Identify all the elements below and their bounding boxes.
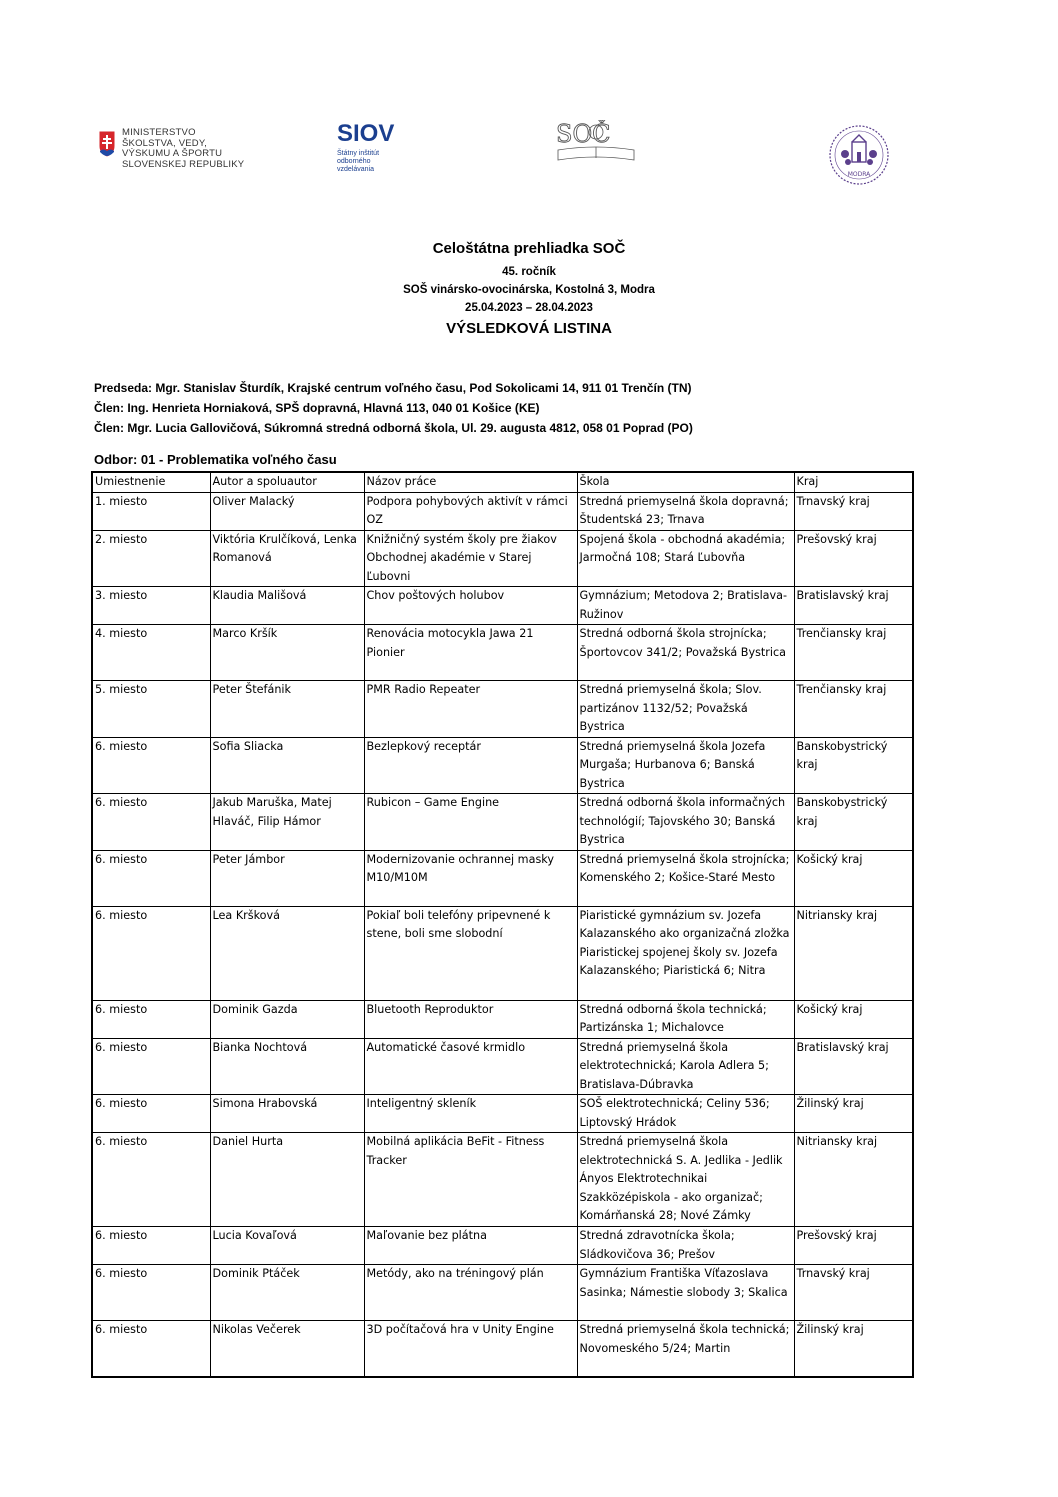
committee-member: Člen: Mgr. Lucia Gallovičová, Súkromná stredná odborná škola, Ul. 29. augusta 4812, 058 01 Poprad (PO) <box>94 421 693 435</box>
cell-school: SOŠ elektrotechnická; Celiny 536; Liptovský Hrádok <box>577 1095 794 1133</box>
cell-title: Podpora pohybových aktivít v rámci OZ <box>364 492 577 530</box>
cell-placement: 6. miesto <box>92 1038 210 1095</box>
cell-author: Daniel Hurta <box>210 1133 364 1227</box>
table-row <box>92 850 913 906</box>
cell-title: 3D počítačová hra v Unity Engine <box>364 1321 577 1377</box>
table-row <box>92 625 913 681</box>
table-row <box>92 1265 913 1321</box>
cell-title: Pokiaľ boli telefóny pripevnené k stene, boli sme slobodní <box>364 906 577 1000</box>
section-heading: Odbor: 01 - Problematika voľného času <box>94 452 337 467</box>
cell-author: Klaudia Mališová <box>210 587 364 625</box>
cell-author: Peter Štefánik <box>210 681 364 738</box>
cell-title: Metódy, ako na tréningový plán <box>364 1265 577 1321</box>
siov-logo <box>337 122 394 174</box>
venue: SOŠ vinársko-ovocinárska, Kostolná 3, Modra <box>403 284 655 296</box>
cell-author: Oliver Malacký <box>210 492 364 530</box>
cell-school: Stredná priemyselná škola elektrotechnická S. A. Jedlika - Jedlik Ányos Elektrotechnikai Szakközépiskola - ako organizač; Komárňanská 28; Nové Zámky <box>577 1133 794 1227</box>
ministry-line: SLOVENSKEJ REPUBLIKY <box>122 158 245 170</box>
committee <box>94 378 693 438</box>
cell-placement: 3. miesto <box>92 587 210 625</box>
column-header-title: Názov práce <box>364 472 577 492</box>
cell-title: Rubicon – Game Engine <box>364 794 577 851</box>
cell-title: PMR Radio Repeater <box>364 681 577 738</box>
table-row <box>92 737 913 794</box>
cell-author: Jakub Maruška, Matej Hlaváč, Filip Hámor <box>210 794 364 851</box>
table-row <box>92 1038 913 1095</box>
siov-tagline: odborného <box>337 158 371 165</box>
document-title: Celoštátna prehliadka SOČ <box>432 240 626 257</box>
cell-placement: 6. miesto <box>92 1095 210 1133</box>
cell-region: Žilinský kraj <box>794 1321 913 1377</box>
cell-region: Košický kraj <box>794 1000 913 1038</box>
cell-region: Prešovský kraj <box>794 1227 913 1265</box>
cell-region: Trnavský kraj <box>794 1265 913 1321</box>
column-header-author: Autor a spoluautor <box>210 472 364 492</box>
cell-title: Inteligentný skleník <box>364 1095 577 1133</box>
ministry-line: VÝSKUMU A ŠPORTU <box>122 148 223 159</box>
cell-region: Banskobystrický kraj <box>794 794 913 851</box>
cell-title: Renovácia motocykla Jawa 21 Pionier <box>364 625 577 681</box>
cell-placement: 6. miesto <box>92 1133 210 1227</box>
cell-placement: 6. miesto <box>92 850 210 906</box>
cell-region: Trenčiansky kraj <box>794 625 913 681</box>
cell-author: Marco Kršík <box>210 625 364 681</box>
cell-placement: 6. miesto <box>92 1000 210 1038</box>
cell-school: Piaristické gymnázium sv. Jozefa Kalazanského ako organizačná zložka Piaristickej spojenej školy sv. Jozefa Kalazanského; Piaristická 6; Nitra <box>577 906 794 1000</box>
cell-school: Stredná priemyselná škola; Slov. partizánov 1132/52; Považská Bystrica <box>577 681 794 738</box>
modra-wordmark: MODRA <box>847 171 871 178</box>
cell-author: Simona Hrabovská <box>210 1095 364 1133</box>
table-row <box>92 492 913 530</box>
cell-region: Trenčiansky kraj <box>794 681 913 738</box>
ministry-line: MINISTERSTVO <box>122 127 196 138</box>
siov-tagline: Štátny inštitút <box>337 150 380 157</box>
cell-region: Prešovský kraj <box>794 530 913 587</box>
table-row <box>92 1227 913 1265</box>
cell-author: Lea Kršková <box>210 906 364 1000</box>
cell-placement: 6. miesto <box>92 737 210 794</box>
cell-school: Stredná priemyselná škola strojnícka; Komenského 2; Košice-Staré Mesto <box>577 850 794 906</box>
logo-row <box>0 120 1058 190</box>
cell-title: Modernizovanie ochrannej masky M10/M10M <box>364 850 577 906</box>
ministry-line: ŠKOLSTVA, VEDY, <box>122 137 208 149</box>
cell-placement: 2. miesto <box>92 530 210 587</box>
ministry-logo <box>98 128 244 170</box>
cell-author: Bianka Nochtová <box>210 1038 364 1095</box>
cell-school: Gymnázium; Metodova 2; Bratislava-Ružinov <box>577 587 794 625</box>
siov-tagline: vzdelávania <box>337 166 374 173</box>
cell-placement: 6. miesto <box>92 1265 210 1321</box>
cell-region: Trnavský kraj <box>794 492 913 530</box>
cell-school: Stredná priemyselná škola Jozefa Murgaša; Hurbanova 6; Banská Bystrica <box>577 737 794 794</box>
cell-author: Viktória Krulčíková, Lenka Romanová <box>210 530 364 587</box>
cell-title: Automatické časové krmidlo <box>364 1038 577 1095</box>
soc-wordmark: SOČ <box>556 120 611 148</box>
cell-region: Banskobystrický kraj <box>794 737 913 794</box>
cell-placement: 4. miesto <box>92 625 210 681</box>
cell-placement: 5. miesto <box>92 681 210 738</box>
soc-logo <box>554 120 638 164</box>
committee-chair: Predseda: Mgr. Stanislav Šturdík, Krajské centrum voľného času, Pod Sokolicami 14, 911 01 Trenčín (TN) <box>94 381 692 395</box>
cell-school: Stredná zdravotnícka škola; Sládkovičova 36; Prešov <box>577 1227 794 1265</box>
cell-region: Košický kraj <box>794 850 913 906</box>
cell-placement: 1. miesto <box>92 492 210 530</box>
modra-town-seal-icon <box>828 124 890 186</box>
cell-author: Lucia Kovaľová <box>210 1227 364 1265</box>
table-row <box>92 1133 913 1227</box>
cell-school: Stredná odborná škola strojnícka; Športovcov 341/2; Považská Bystrica <box>577 625 794 681</box>
cell-author: Dominik Gazda <box>210 1000 364 1038</box>
column-header-placement: Umiestnenie <box>92 472 210 492</box>
table-header-row <box>92 472 913 492</box>
cell-school: Stredná odborná škola technická; Partizánska 1; Michalovce <box>577 1000 794 1038</box>
cell-school: Stredná priemyselná škola technická; Novomeského 5/24; Martin <box>577 1321 794 1377</box>
cell-school: Spojená škola - obchodná akadémia; Jarmočná 108; Stará Ľubovňa <box>577 530 794 587</box>
column-header-school: Škola <box>577 472 794 492</box>
edition: 45. ročník <box>502 266 556 278</box>
cell-school: Stredná priemyselná škola elektrotechnická; Karola Adlera 5; Bratislava-Dúbravka <box>577 1038 794 1095</box>
table-row <box>92 587 913 625</box>
cell-author: Nikolas Večerek <box>210 1321 364 1377</box>
cell-title: Bluetooth Reproduktor <box>364 1000 577 1038</box>
table-row <box>92 1000 913 1038</box>
column-header-region: Kraj <box>794 472 913 492</box>
table-row <box>92 1095 913 1133</box>
cell-author: Peter Jámbor <box>210 850 364 906</box>
cell-title: Bezlepkový receptár <box>364 737 577 794</box>
cell-school: Stredná priemyselná škola dopravná; Študentská 23; Trnava <box>577 492 794 530</box>
cell-title: Chov poštových holubov <box>364 587 577 625</box>
cell-region: Bratislavský kraj <box>794 587 913 625</box>
cell-title: Knižničný systém školy pre žiakov Obchodnej akadémie v Starej Ľubovni <box>364 530 577 587</box>
cell-region: Žilinský kraj <box>794 1095 913 1133</box>
slovak-crest-icon <box>98 130 116 158</box>
cell-title: Maľovanie bez plátna <box>364 1227 577 1265</box>
table-row <box>92 906 913 1000</box>
dates: 25.04.2023 – 28.04.2023 <box>465 302 593 314</box>
cell-school: Gymnázium Františka Víťazoslava Sasinka; Námestie slobody 3; Skalica <box>577 1265 794 1321</box>
cell-title: Mobilná aplikácia BeFit - Fitness Tracker <box>364 1133 577 1227</box>
table-row <box>92 794 913 851</box>
cell-author: Dominik Ptáček <box>210 1265 364 1321</box>
committee-member: Člen: Ing. Henrieta Horniaková, SPŠ dopravná, Hlavná 113, 040 01 Košice (KE) <box>94 401 540 415</box>
cell-placement: 6. miesto <box>92 794 210 851</box>
table-row <box>92 681 913 738</box>
results-table <box>91 471 914 1378</box>
cell-region: Nitriansky kraj <box>794 906 913 1000</box>
cell-region: Nitriansky kraj <box>794 1133 913 1227</box>
cell-author: Sofia Sliacka <box>210 737 364 794</box>
siov-wordmark: SIOV <box>337 120 395 147</box>
document-subtitle: VÝSLEDKOVÁ LISTINA <box>446 320 612 337</box>
table-row <box>92 530 913 587</box>
table-row <box>92 1321 913 1377</box>
cell-placement: 6. miesto <box>92 1321 210 1377</box>
cell-school: Stredná odborná škola informačných technológií; Tajovského 30; Banská Bystrica <box>577 794 794 851</box>
cell-placement: 6. miesto <box>92 906 210 1000</box>
cell-region: Bratislavský kraj <box>794 1038 913 1095</box>
cell-placement: 6. miesto <box>92 1227 210 1265</box>
